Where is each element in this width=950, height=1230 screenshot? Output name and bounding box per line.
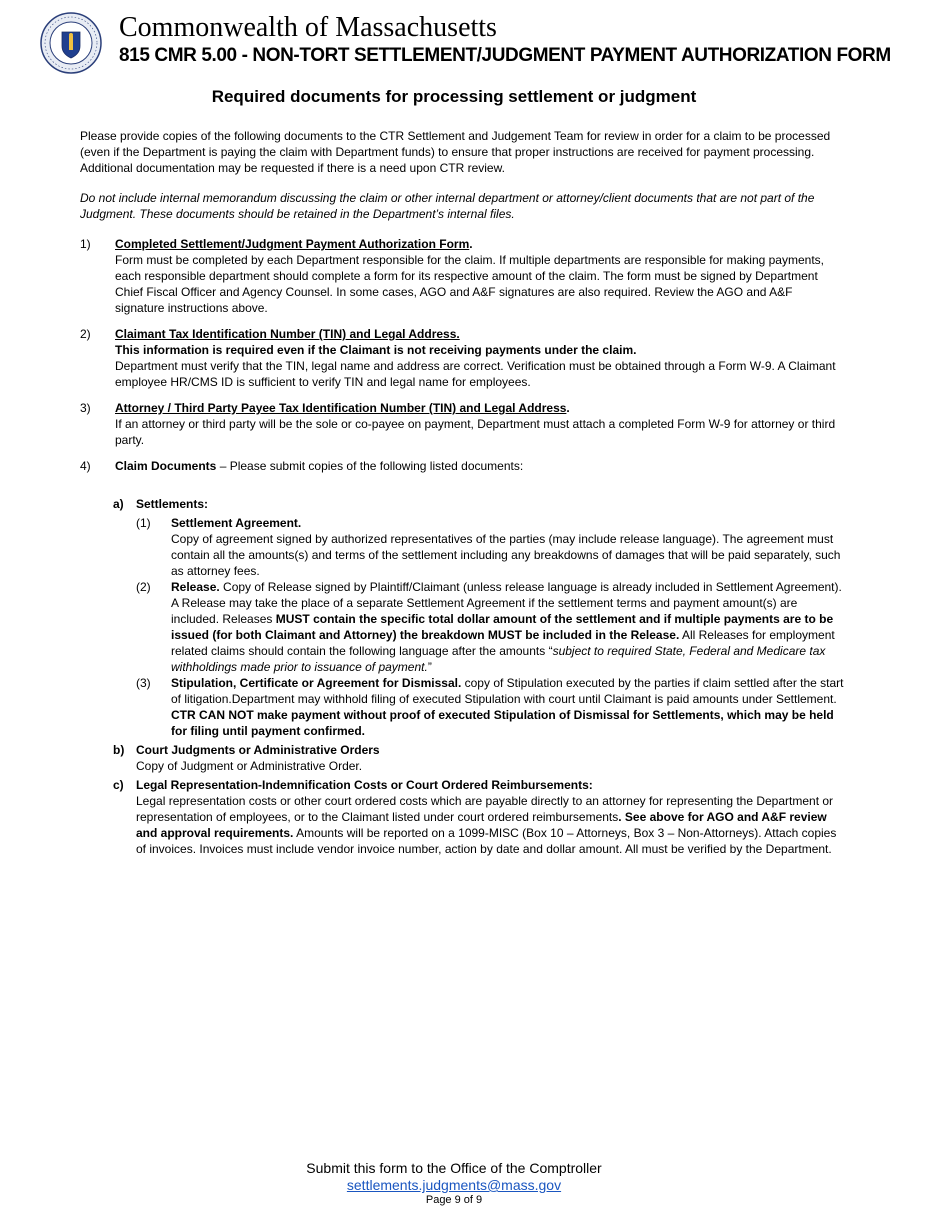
item-heading: Completed Settlement/Judgment Payment Authorization Form — [115, 237, 470, 251]
email-link[interactable]: settlements.judgments@mass.gov — [346, 1177, 562, 1193]
entry-body: Copy of agreement signed by authorized representatives of the parties (may include release language). The agreement must contain all the amounts(s) and terms of the settlement including any breakdowns of damages that will be paid separately, such as attorney fees. — [171, 532, 841, 578]
entry-end: ” — [427, 660, 432, 674]
item-heading: Claim Documents — [115, 459, 217, 473]
page-number: Page 9 of 9 — [425, 1194, 483, 1206]
note-paragraph: Do not include internal memorandum discussing the claim or other internal department or attorney/client documents that are not part of the Judgment. These documents should be retained in the Department’s internal files. — [80, 191, 815, 221]
list-item — [80, 458, 844, 474]
entry-bold: MUST contain the specific total dollar amount of the settlement and if multiple payments are to be issued (for both Claimant and Attorney) the breakdown MUST be included in the Release. — [171, 612, 834, 642]
entry-title: Stipulation, Certificate or Agreement for Dismissal. — [171, 676, 462, 690]
item-heading: Attorney / Third Party Payee Tax Identification Number (TIN) and Legal Address — [115, 401, 567, 415]
section-title: Required documents for processing settlement or judgment — [211, 87, 697, 106]
page-footer — [0, 1160, 908, 1207]
list-item — [80, 236, 844, 316]
entry-number: (2) — [136, 580, 151, 594]
sub-heading: Settlements: — [136, 497, 209, 511]
sub-section-settlements — [80, 496, 844, 512]
sub-body: Legal representation costs or other court ordered costs which are payable directly to an attorney for representing the Department or representation of employees, or to the Claimant listed under court ordered reimbursements — [136, 794, 834, 824]
submit-instructions: Submit this form to the Office of the Comptroller — [306, 1160, 602, 1176]
org-name: Commonwealth of Massachusetts — [119, 12, 497, 43]
settlement-entry — [80, 675, 844, 739]
entry-italic: subject to required State, Federal and Medicare tax withholdings made prior to issuance of payment. — [171, 644, 826, 674]
sub-heading: Court Judgments or Administrative Orders — [136, 743, 380, 757]
settlement-entry — [80, 515, 844, 579]
list-item — [80, 326, 844, 390]
entry-number: (3) — [136, 676, 151, 690]
entry-title: Release. — [171, 580, 220, 594]
document-body — [80, 128, 844, 857]
list-item — [80, 400, 844, 448]
sub-section-legal-costs — [80, 777, 844, 857]
settlement-entry — [80, 579, 844, 675]
sub-body-2: Amounts will be reported on a 1099-MISC (Box 10 – Attorneys, Box 3 – Non-Attorneys). Attach copies of invoices. Invoices must include vendor invoice number, action by date and dollar amount. All must be verified by the Department. — [136, 826, 837, 856]
item-heading-end: . — [566, 401, 570, 415]
item-number: 1) — [80, 237, 91, 251]
item-bold-line: This information is required even if the Claimant is not receiving payments under the claim. — [115, 343, 637, 357]
sub-body: Copy of Judgment or Administrative Order. — [136, 759, 363, 773]
sub-letter: b) — [113, 743, 125, 757]
item-heading-end: . — [469, 237, 473, 251]
intro-paragraph: Please provide copies of the following documents to the CTR Settlement and Judgement Team for review in order for a claim to be processed (even if the Department is paying the claim with Department funds) to ensure that proper instructions are received for payment processing. Additional documentation may be requested if there is a need upon CTR review. — [80, 129, 831, 175]
item-heading: Claimant Tax Identification Number (TIN) and Legal Address. — [115, 327, 460, 341]
entry-bold: CTR CAN NOT make payment without proof of executed Stipulation of Dismissal for Settlements, which may be held for filing until payment confirmed. — [171, 708, 834, 738]
sub-heading: Legal Representation-Indemnification Costs or Court Ordered Reimbursements: — [136, 778, 593, 792]
item-body: Form must be completed by each Department responsible for the claim. If multiple departments are responsible for making payments, each responsible department should complete a form for its respective amount of the claim. The form must be signed by Department Chief Fiscal Officer and Agency Counsel. In some cases, AGO and A&F signatures are also required. Review the AGO and A&F signature instructions above. — [115, 253, 824, 315]
entry-body: Copy of Release signed by Plaintiff/Claimant (unless release language is already included in Settlement Agreement). A Release may take the place of a separate Settlement Agreement if the settlement terms and payment amount(s) are included. Releases — [171, 580, 842, 626]
item-body: Department must verify that the TIN, legal name and address are correct. Verification must be obtained through a Form W-9. A Claimant employee HR/CMS ID is sufficient to verify TIN and legal name for employees. — [115, 359, 836, 389]
form-title: 815 CMR 5.00 - NON-TORT SETTLEMENT/JUDGMENT PAYMENT AUTHORIZATION FORM — [119, 45, 891, 66]
item-number: 2) — [80, 327, 91, 341]
item-number: 3) — [80, 401, 91, 415]
entry-title: Settlement Agreement. — [171, 516, 302, 530]
sub-bold: . See above for AGO and A&F review and approval requirements. — [136, 810, 827, 840]
massachusetts-seal-icon — [40, 12, 102, 74]
entry-body: copy of Stipulation executed by the parties if claim settled after the start of litigation.Department may withhold filing of executed Stipulation with court until Claimant is paid amounts under Settlement. — [171, 676, 844, 706]
sub-letter: a) — [113, 497, 124, 511]
item-body: If an attorney or third party will be the sole or co-payee on payment, Department must attach a completed Form W-9 for attorney or third party. — [115, 417, 836, 447]
item-body: – Please submit copies of the following listed documents: — [216, 459, 524, 473]
entry-body-2: All Releases for employment related claims should contain the following language after the amounts “ — [171, 628, 835, 658]
sub-section-judgments — [80, 742, 844, 774]
entry-number: (1) — [136, 516, 151, 530]
sub-letter: c) — [113, 778, 124, 792]
item-number: 4) — [80, 459, 91, 473]
